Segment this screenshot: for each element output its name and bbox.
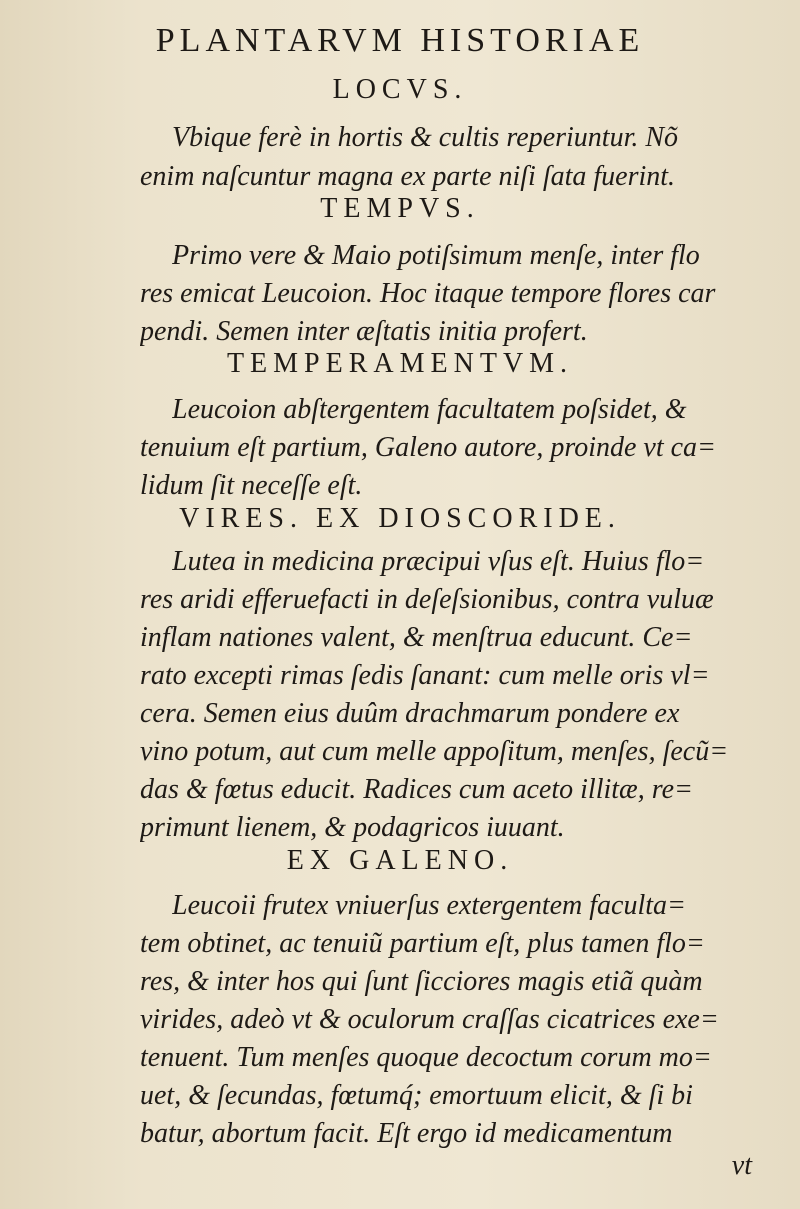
text-line: cera. Semen eius duûm drachmarum pondere ex <box>140 698 680 729</box>
text-line: rato excepti rimas ſedis ſanant: cum melle oris vl= <box>140 660 710 691</box>
text-line: pendi. Semen inter æſtatis initia profert. <box>140 316 588 347</box>
text-line: Vbique ferè in hortis & cultis reperiuntur. Nõ <box>172 122 679 153</box>
text-line: res, & inter hos qui ſunt ſicciores magis etiã quàm <box>140 966 703 997</box>
text-line: tenuium eſt partium, Galeno autore, proinde vt ca= <box>140 432 716 463</box>
text-line: Lutea in medicina præcipui vſus eſt. Huius flo= <box>172 546 705 577</box>
text-line: batur, abortum facit. Eſt ergo id medicamentum <box>140 1118 673 1149</box>
text-line: das & fœtus educit. Radices cum aceto illitæ, re= <box>140 774 693 805</box>
text-line: tem obtinet, ac tenuiũ partium eſt, plus tamen flo= <box>140 928 705 959</box>
text-line: virides, adeò vt & oculorum craſſas cicatrices exe= <box>140 1004 719 1035</box>
text-line: Leucoii frutex vniuerſus extergentem faculta= <box>172 890 686 921</box>
text-line: enim naſcuntur magna ex parte niſi ſata fuerint. <box>140 161 676 192</box>
text-line: Leucoion abſtergentem facultatem poſsidet, & <box>172 394 687 425</box>
section-heading-temperamentum: TEMPERAMENTVM. <box>226 348 574 379</box>
text-line: tenuent. Tum menſes quoque decoctum corum mo= <box>140 1042 712 1073</box>
text-line: uet, & ſecundas, fœtumq́; emortuum elicit, & ſi bi <box>140 1080 693 1111</box>
text-line: res emicat Leucoion. Hoc itaque tempore flores car <box>140 278 716 309</box>
section-heading-vires: VIRES. EX DIOSCORIDE. <box>179 503 621 534</box>
text-line: inflam nationes valent, & menſtrua educunt. Ce= <box>140 622 693 653</box>
text-line: Primo vere & Maio potiſsimum menſe, inter flo <box>172 240 700 271</box>
text-line: vino potum, aut cum melle appoſitum, menſes, ſecũ= <box>140 736 729 767</box>
text-line: lidum ſit neceſſe eſt. <box>140 470 363 501</box>
section-heading-tempus: TEMPVS. <box>320 193 480 224</box>
section-heading-locus: LOCVS. <box>332 74 468 105</box>
section-heading-ex-galeno: EX GALENO. <box>286 845 514 876</box>
running-head: PLANTARVM HISTORIAE <box>155 22 645 59</box>
text-line: primunt lienem, & podagricos iuuant. <box>140 812 565 843</box>
catchword: vt <box>731 1150 752 1181</box>
text-line: res aridi efferuefacti in deſeſsionibus, contra vuluæ <box>140 584 714 615</box>
